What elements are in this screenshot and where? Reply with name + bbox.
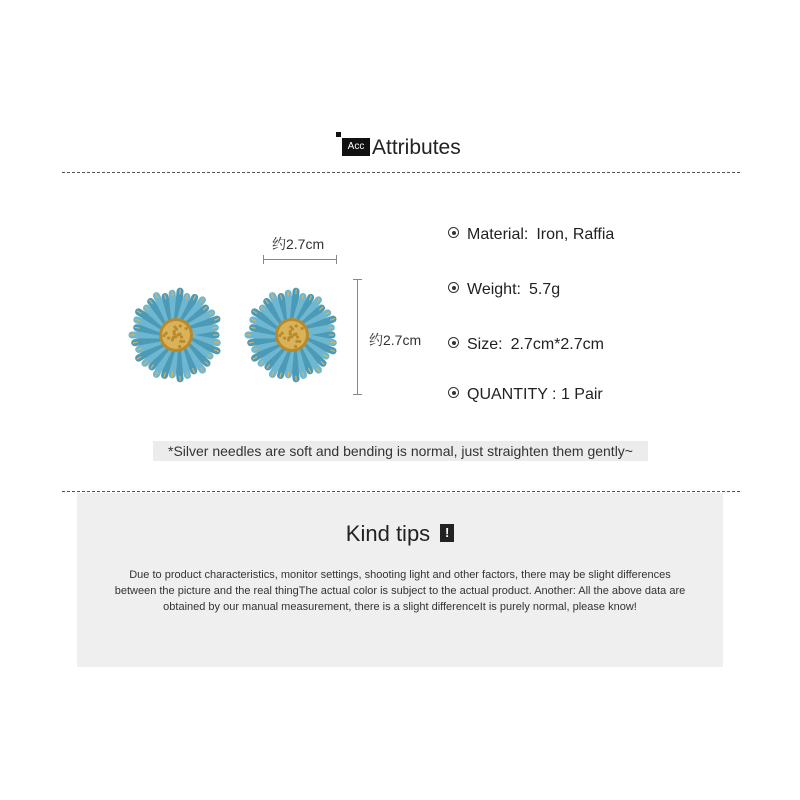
petal xyxy=(306,328,332,333)
height-ruler xyxy=(357,279,358,395)
needle-note: *Silver needles are soft and bending is normal, just straighten them gently~ xyxy=(153,441,648,461)
center-stamen xyxy=(174,335,177,338)
center-stamen xyxy=(179,324,182,327)
earring-right xyxy=(246,289,335,381)
center-stamen xyxy=(294,345,297,348)
center-stamen xyxy=(179,340,182,343)
attr-quantity xyxy=(448,386,611,410)
width-label: 约2.7cm xyxy=(272,236,325,252)
bullet-icon xyxy=(448,282,459,293)
attr-value: 2.7cm*2.7cm xyxy=(510,336,604,353)
flower-center xyxy=(162,321,190,349)
center-stamen xyxy=(283,336,286,339)
center-stamen xyxy=(182,340,185,343)
exclamation-icon: ! xyxy=(440,524,454,542)
center-stamen xyxy=(287,338,290,341)
attr-value: Iron, Raffia xyxy=(536,226,615,243)
width-ruler xyxy=(263,259,337,260)
flower-center xyxy=(278,321,306,349)
center-stamen xyxy=(295,324,298,327)
center-stamen xyxy=(301,327,304,330)
bullet-icon xyxy=(448,387,459,398)
petal xyxy=(190,328,216,333)
center-stamen xyxy=(294,333,297,336)
center-stamen xyxy=(178,345,181,348)
center-stamen xyxy=(278,334,281,337)
attr-key: Material: xyxy=(467,226,529,243)
section-title: Attributes xyxy=(372,136,461,159)
kind-tips-text: Due to product characteristics, monitor settings, shooting light and other factors, there may be slight differences between the picture and the real thingThe actual color is subject to the actual product. Another: All the above data are obtained by our manual measurement, there is a slight differenceIt is purely normal, please know! xyxy=(114,569,686,613)
center-stamen xyxy=(185,327,188,330)
earrings-image xyxy=(120,280,350,390)
attr-size xyxy=(448,336,604,360)
attr-key: Size: xyxy=(467,336,503,353)
kind-tips-heading xyxy=(77,521,723,547)
bullet-icon xyxy=(448,227,459,238)
divider-top xyxy=(62,172,740,173)
acc-badge: Acc xyxy=(342,138,370,156)
center-stamen xyxy=(173,325,176,328)
attr-key: QUANTITY : 1 Pair xyxy=(467,386,603,403)
center-stamen xyxy=(167,336,170,339)
center-stamen xyxy=(296,335,299,338)
earring-left xyxy=(130,289,219,381)
attr-material xyxy=(448,226,614,250)
height-label: 约2.7cm xyxy=(369,332,422,348)
center-stamen xyxy=(180,335,183,338)
center-stamen xyxy=(290,335,293,338)
badge-dot xyxy=(336,132,341,137)
center-stamen xyxy=(289,325,292,328)
center-stamen xyxy=(295,340,298,343)
attr-key: Weight: xyxy=(467,281,521,298)
attr-weight xyxy=(448,281,560,305)
center-stamen xyxy=(171,338,174,341)
center-stamen xyxy=(289,332,292,335)
bullet-icon xyxy=(448,337,459,348)
divider-bottom xyxy=(62,491,740,492)
center-stamen xyxy=(298,340,301,343)
attr-value: 5.7g xyxy=(528,281,561,298)
kind-tips-title: Kind tips xyxy=(345,521,431,546)
kind-tips-panel xyxy=(77,493,723,667)
center-stamen xyxy=(173,332,176,335)
center-stamen xyxy=(162,334,165,337)
center-stamen xyxy=(178,333,181,336)
